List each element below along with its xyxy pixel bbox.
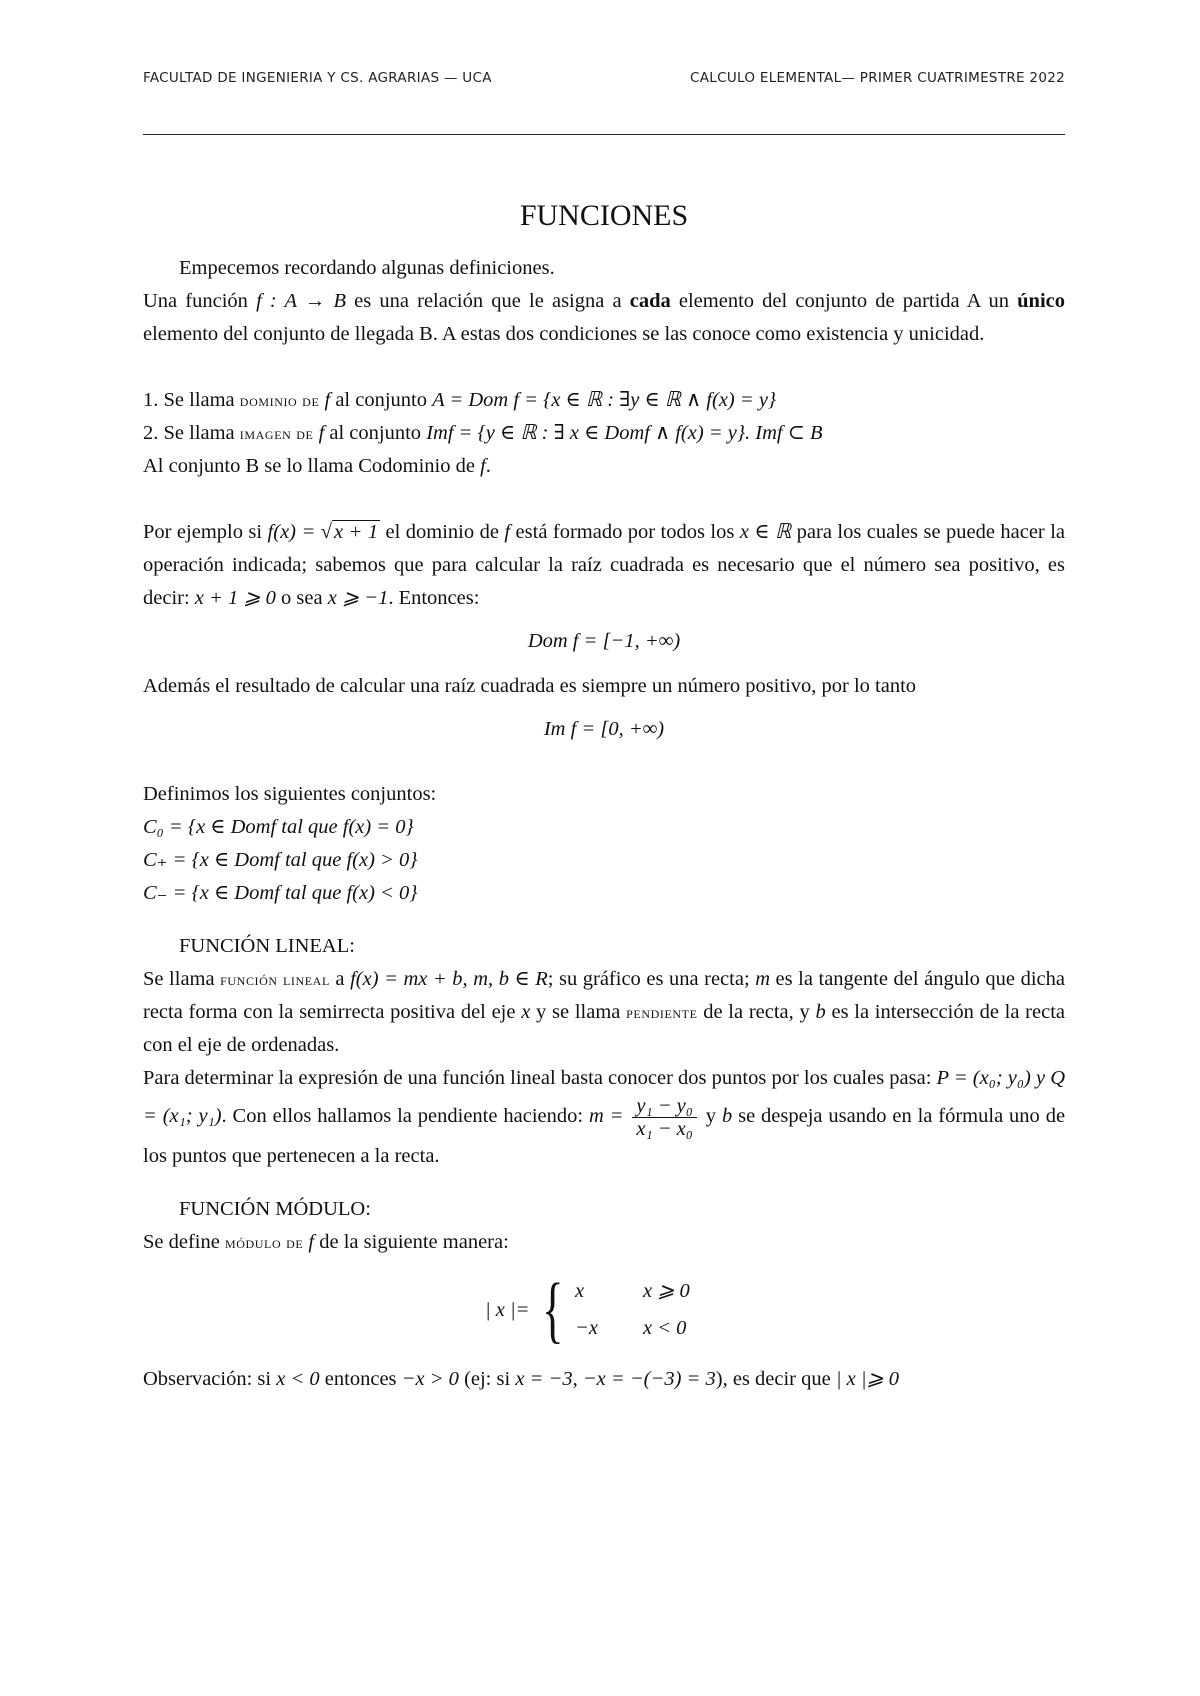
left-brace-icon: {	[542, 1269, 564, 1351]
page-title: FUNCIONES	[519, 199, 689, 232]
function-definition: Una función f : A → B es una relación que le asigna a cada elemento del conjunto de partida A un único elemento del conjunto de llegada B. A estas dos condiciones se las conoce como existencia y unicidad.	[143, 290, 1065, 345]
image-remark: Además el resultado de calcular una raíz cuadrada es siempre un número positivo, por lo tanto	[143, 675, 917, 697]
domain-definition: 1. Se llama dominio de f al conjunto A = Dom f = {x ∈ ℝ : ∃y ∈ ℝ ∧ f(x) = y}	[143, 389, 777, 411]
sqrt-icon: √	[320, 521, 332, 543]
observation: Observación: si x < 0 entonces −x > 0 (ej: si x = −3, −x = −(−3) = 3), es decir que | x |⩾ 0	[143, 1368, 900, 1390]
header-course: CALCULO ELEMENTAL— PRIMER CUATRIMESTRE 2022	[690, 70, 1065, 86]
image-definition: 2. Se llama imagen de f al conjunto Imf = {y ∈ ℝ : ∃ x ∈ Domf ∧ f(x) = y}. Imf ⊂ B	[143, 422, 823, 444]
slope-formula: Para determinar la expresión de una función lineal basta conocer dos puntos por los cuales pasa: P = (x₀; y₀) y Q = (x₁; y₁). Con ellos hallamos la pendiente haciendo: m = $\frac{\text{y₁ − y₀}}{\text{x₁ − x₀}}$ y b se despeja usando en la fórmula uno de los puntos que pertenecen a la recta.	[143, 1067, 1066, 1167]
sqrt-example: Por ejemplo si f(x) = √x + 1 el dominio de f está formado por todos los x ∈ ℝ para los cuales se puede hacer la operación indicada; sabemos que para calcular la raíz cuadrada es necesario que el número sea positivo, es decir: x + 1 ⩾ 0 o sea x ⩾ −1. Entonces:	[143, 521, 1066, 609]
piecewise-definition: | x |= { x x ⩾ 0 −x x < 0	[485, 1269, 690, 1351]
document-body	[143, 198, 1065, 1396]
header-rule	[143, 134, 1065, 135]
modulus-definition: Se define módulo de f de la siguiente manera:	[143, 1231, 509, 1253]
header-institution: FACULTAD DE INGENIERIA Y CS. AGRARIAS — UCA	[143, 70, 492, 86]
linear-heading: FUNCIÓN LINEAL:	[179, 935, 355, 957]
set-cplus: C₊ = {x ∈ Domf tal que f(x) > 0}	[143, 849, 418, 871]
sets-intro: Definimos los siguientes conjuntos:	[143, 783, 437, 805]
set-cminus: C₋ = {x ∈ Domf tal que f(x) < 0}	[143, 882, 418, 904]
slope-fraction: $\frac{\text{y₁ − y₀}}{\text{x₁ − x₀}}$	[632, 1095, 697, 1140]
intro-line: Empecemos recordando algunas definiciones.	[179, 257, 555, 279]
domain-result: Dom f = [−1, +∞)	[527, 630, 681, 652]
image-result: Im f = [0, +∞)	[543, 718, 665, 740]
linear-definition: Se llama función lineal a f(x) = mx + b, m, b ∈ R; su gráfico es una recta; m es la tangente del ángulo que dicha recta forma con la semirrecta positiva del eje x y se llama pendiente de la recta, y b es la intersección de la recta con el eje de ordenadas.	[143, 968, 1065, 1056]
running-header	[143, 70, 1065, 86]
codomain-definition: Al conjunto B se lo llama Codominio de f.	[143, 455, 491, 477]
set-c0: C₀ = {x ∈ Domf tal que f(x) = 0}	[143, 816, 414, 838]
modulus-heading: FUNCIÓN MÓDULO:	[179, 1198, 371, 1220]
